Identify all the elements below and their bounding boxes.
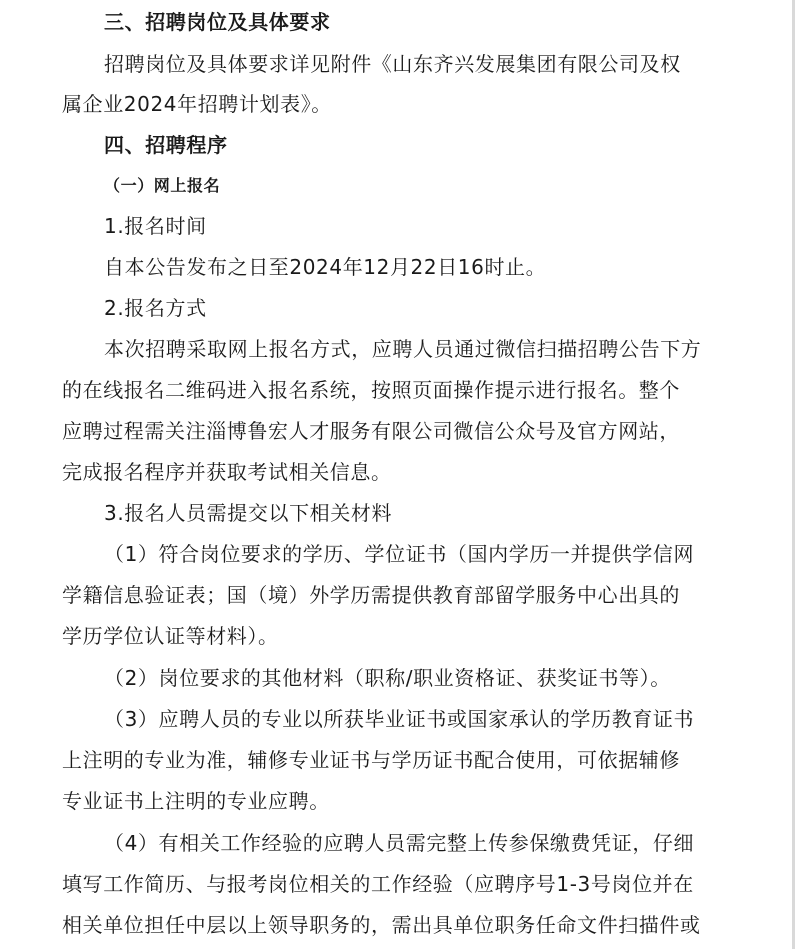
paragraph-line: 填写工作简历、与报考岗位相关的工作经验（应聘序号1-3号岗位并在 — [62, 872, 694, 896]
subsection-heading: （一）网上报名 — [104, 176, 221, 195]
item-title: 2.报名方式 — [104, 296, 207, 320]
paragraph-line: （4）有相关工作经验的应聘人员需完整上传参保缴费凭证，仔细 — [104, 831, 695, 855]
paragraph-line: 学历学位认证等材料）。 — [62, 624, 279, 648]
paragraph-line: 相关单位担任中层以上领导职务的，需出具单位职务任命文件扫描件或 — [62, 913, 701, 937]
paragraph-line: 自本公告发布之日至2024年12月22日16时止。 — [104, 255, 547, 279]
item-title: 1.报名时间 — [104, 214, 207, 238]
paragraph-line: 本次招聘采取网上报名方式，应聘人员通过微信扫描招聘公告下方 — [104, 337, 702, 361]
section-heading-4: 四、招聘程序 — [104, 133, 228, 157]
paragraph-line: 属企业2024年招聘计划表》。 — [62, 92, 332, 116]
paragraph-line: 应聘过程需关注淄博鲁宏人才服务有限公司微信公众号及官方网站， — [62, 419, 680, 443]
paragraph-line: 招聘岗位及具体要求详见附件《山东齐兴发展集团有限公司及权 — [104, 52, 681, 76]
section-heading-3: 三、招聘岗位及具体要求 — [104, 10, 331, 34]
paragraph-line: 的在线报名二维码进入报名系统，按照页面操作提示进行报名。整个 — [62, 378, 680, 402]
paragraph-line: （1）符合岗位要求的学历、学位证书（国内学历一并提供学信网 — [104, 542, 695, 566]
paragraph-line: （2）岗位要求的其他材料（职称/职业资格证、获奖证书等）。 — [104, 666, 671, 690]
paragraph-line: 专业证书上注明的专业应聘。 — [62, 789, 330, 813]
paragraph-line: 完成报名程序并获取考试相关信息。 — [62, 460, 392, 484]
paragraph-line: 学籍信息验证表；国（境）外学历需提供教育部留学服务中心出具的 — [62, 583, 680, 607]
paragraph-line: （3）应聘人员的专业以所获毕业证书或国家承认的学历教育证书 — [104, 707, 695, 731]
paragraph-line: 上注明的专业为准，辅修专业证书与学历证书配合使用，可依据辅修 — [62, 748, 680, 772]
item-title: 3.报名人员需提交以下相关材料 — [104, 501, 393, 525]
